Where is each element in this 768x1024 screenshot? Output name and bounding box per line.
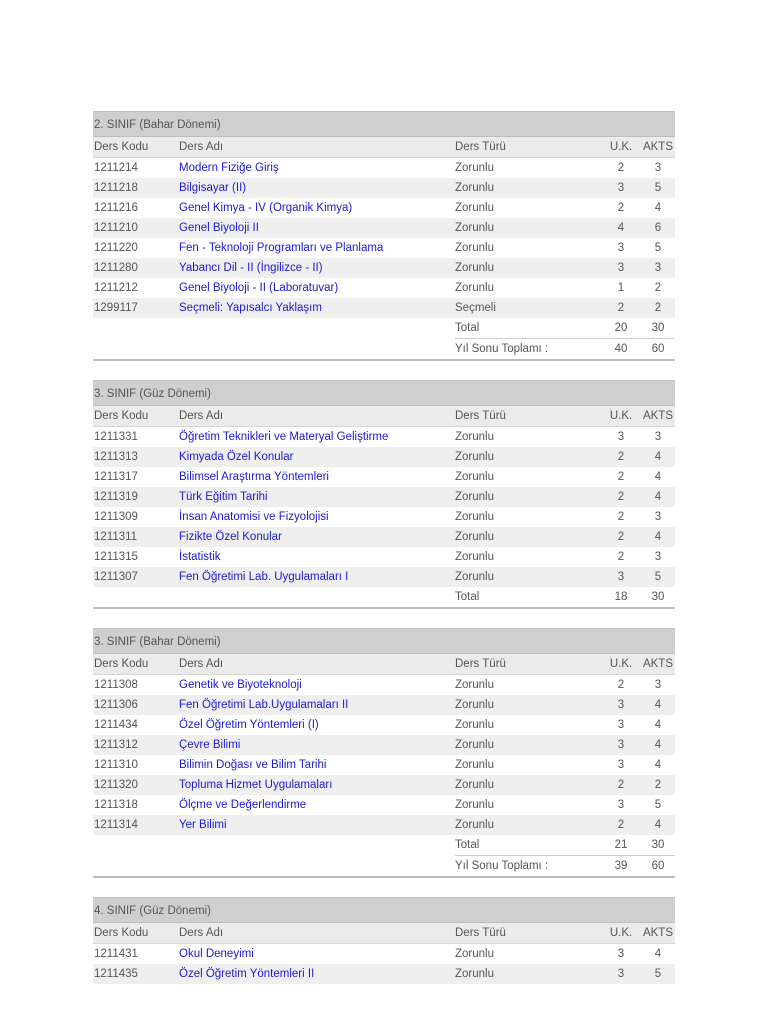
header-code: Ders Kodu [93, 137, 179, 158]
course-uk: 2 [601, 675, 641, 696]
course-uk: 3 [601, 695, 641, 715]
course-uk: 3 [601, 795, 641, 815]
course-type: Zorunlu [455, 755, 601, 775]
semester-section [93, 628, 675, 878]
table-row [93, 567, 675, 587]
table-row [93, 258, 675, 278]
course-link[interactable]: Özel Öğretim Yöntemleri (I) [179, 719, 319, 731]
course-type: Zorunlu [455, 158, 601, 179]
total-label: Total [455, 835, 601, 856]
course-uk: 2 [601, 815, 641, 835]
year-total-label: Yıl Sonu Toplamı : [455, 856, 601, 878]
course-type: Zorunlu [455, 427, 601, 448]
course-uk: 2 [601, 158, 641, 179]
course-akts: 2 [641, 298, 675, 318]
year-total-akts: 60 [641, 339, 675, 361]
total-uk: 21 [601, 835, 641, 856]
course-uk: 3 [601, 567, 641, 587]
course-akts: 5 [641, 238, 675, 258]
total-uk: 20 [601, 318, 641, 339]
course-akts: 5 [641, 795, 675, 815]
header-uk: U.K. [601, 923, 641, 944]
course-code: 1211310 [93, 755, 179, 775]
table-row [93, 427, 675, 448]
course-type: Zorunlu [455, 238, 601, 258]
table-row [93, 795, 675, 815]
course-akts: 4 [641, 815, 675, 835]
course-uk: 3 [601, 178, 641, 198]
total-akts: 30 [641, 835, 675, 856]
course-code: 1211312 [93, 735, 179, 755]
table-row [93, 467, 675, 487]
course-uk: 3 [601, 427, 641, 448]
course-akts: 3 [641, 507, 675, 527]
course-type: Zorunlu [455, 795, 601, 815]
course-type: Zorunlu [455, 735, 601, 755]
table-row [93, 527, 675, 547]
table-header-row [93, 137, 675, 158]
table-row [93, 507, 675, 527]
course-type: Zorunlu [455, 695, 601, 715]
course-uk: 3 [601, 755, 641, 775]
course-code: 1211220 [93, 238, 179, 258]
total-row [93, 587, 675, 608]
course-link[interactable]: Yer Bilimi [179, 819, 227, 831]
course-type: Zorunlu [455, 944, 601, 965]
course-code: 1211307 [93, 567, 179, 587]
header-akts: AKTS [641, 654, 675, 675]
semester-section [93, 380, 675, 609]
header-uk: U.K. [601, 406, 641, 427]
course-akts: 4 [641, 198, 675, 218]
course-akts: 2 [641, 775, 675, 795]
course-akts: 4 [641, 447, 675, 467]
header-akts: AKTS [641, 137, 675, 158]
course-akts: 4 [641, 755, 675, 775]
table-row [93, 755, 675, 775]
course-code: 1211308 [93, 675, 179, 696]
course-code: 1211280 [93, 258, 179, 278]
course-link[interactable]: Ölçme ve Değerlendirme [179, 799, 307, 811]
course-code: 1211318 [93, 795, 179, 815]
course-akts: 4 [641, 944, 675, 965]
course-type: Zorunlu [455, 507, 601, 527]
course-code: 1211431 [93, 944, 179, 965]
header-uk: U.K. [601, 137, 641, 158]
total-akts: 30 [641, 318, 675, 339]
year-total-row [93, 856, 675, 878]
course-link[interactable]: Çevre Bilimi [179, 739, 241, 751]
header-type: Ders Türü [455, 654, 601, 675]
course-code: 1211210 [93, 218, 179, 238]
course-link[interactable]: Fizikte Özel Konular [179, 531, 282, 543]
header-code: Ders Kodu [93, 406, 179, 427]
semester-title: 3. SINIF (Güz Dönemi) [93, 380, 675, 406]
table-header-row [93, 923, 675, 944]
header-akts: AKTS [641, 406, 675, 427]
course-link[interactable]: Genel Kimya - IV (Organik Kimya) [179, 202, 353, 214]
course-code: 1211313 [93, 447, 179, 467]
course-uk: 2 [601, 198, 641, 218]
table-row [93, 447, 675, 467]
course-code: 1299117 [93, 298, 179, 318]
table-row [93, 695, 675, 715]
course-link[interactable]: Yabancı Dil - II (İngilizce - II) [179, 262, 323, 274]
table-row [93, 158, 675, 179]
course-code: 1211314 [93, 815, 179, 835]
course-type: Zorunlu [455, 487, 601, 507]
course-akts: 3 [641, 258, 675, 278]
course-link[interactable]: Özel Öğretim Yöntemleri II [179, 968, 315, 980]
course-uk: 2 [601, 775, 641, 795]
header-type: Ders Türü [455, 406, 601, 427]
course-uk: 3 [601, 258, 641, 278]
table-row [93, 198, 675, 218]
course-link[interactable]: Bilgisayar (II) [179, 182, 247, 194]
course-uk: 2 [601, 447, 641, 467]
course-uk: 1 [601, 278, 641, 298]
course-link[interactable]: Fen - Teknoloji Programları ve Planlama [179, 242, 384, 254]
course-code: 1211435 [93, 964, 179, 984]
course-type: Zorunlu [455, 218, 601, 238]
course-link[interactable]: Topluma Hizmet Uygulamaları [179, 779, 333, 791]
year-total-uk: 39 [601, 856, 641, 878]
year-total-label: Yıl Sonu Toplamı : [455, 339, 601, 361]
table-row [93, 278, 675, 298]
semester-title: 3. SINIF (Bahar Dönemi) [93, 628, 675, 654]
course-code: 1211315 [93, 547, 179, 567]
course-akts: 5 [641, 178, 675, 198]
course-link[interactable]: Türk Eğitim Tarihi [179, 491, 268, 503]
course-code: 1211331 [93, 427, 179, 448]
course-link[interactable]: Fen Öğretimi Lab.Uygulamaları II [179, 699, 349, 711]
course-type: Seçmeli [455, 298, 601, 318]
course-uk: 3 [601, 715, 641, 735]
course-uk: 4 [601, 218, 641, 238]
course-link[interactable]: Kimyada Özel Konular [179, 451, 294, 463]
course-akts: 4 [641, 695, 675, 715]
course-table [93, 654, 675, 878]
course-type: Zorunlu [455, 567, 601, 587]
course-link[interactable]: Bilimin Doğası ve Bilim Tarihi [179, 759, 327, 771]
header-type: Ders Türü [455, 137, 601, 158]
table-row [93, 487, 675, 507]
header-type: Ders Türü [455, 923, 601, 944]
total-uk: 18 [601, 587, 641, 608]
course-link[interactable]: Genetik ve Biyoteknoloji [179, 679, 302, 691]
table-row [93, 944, 675, 965]
table-row [93, 735, 675, 755]
table-row [93, 964, 675, 984]
course-akts: 4 [641, 715, 675, 735]
semester-title: 4. SINIF (Güz Dönemi) [93, 897, 675, 923]
header-uk: U.K. [601, 654, 641, 675]
course-uk: 2 [601, 507, 641, 527]
total-akts: 30 [641, 587, 675, 608]
header-name: Ders Adı [179, 137, 455, 158]
course-akts: 3 [641, 547, 675, 567]
course-type: Zorunlu [455, 675, 601, 696]
table-row [93, 178, 675, 198]
table-row [93, 715, 675, 735]
course-uk: 2 [601, 487, 641, 507]
course-uk: 3 [601, 944, 641, 965]
course-code: 1211317 [93, 467, 179, 487]
table-header-row [93, 406, 675, 427]
course-link[interactable]: Fen Öğretimi Lab. Uygulamaları I [179, 571, 349, 583]
course-link[interactable]: Öğretim Teknikleri ve Materyal Geliştirme [179, 431, 389, 443]
semester-title: 2. SINIF (Bahar Dönemi) [93, 111, 675, 137]
semester-section [93, 111, 675, 361]
course-akts: 6 [641, 218, 675, 238]
course-code: 1211309 [93, 507, 179, 527]
total-row [93, 318, 675, 339]
year-total-uk: 40 [601, 339, 641, 361]
course-code: 1211320 [93, 775, 179, 795]
course-link[interactable]: Okul Deneyimi [179, 948, 254, 960]
course-code: 1211218 [93, 178, 179, 198]
header-code: Ders Kodu [93, 654, 179, 675]
table-header-row [93, 654, 675, 675]
course-akts: 4 [641, 467, 675, 487]
table-row [93, 815, 675, 835]
course-table [93, 406, 675, 609]
course-type: Zorunlu [455, 198, 601, 218]
semester-section [93, 897, 675, 984]
course-type: Zorunlu [455, 815, 601, 835]
year-total-akts: 60 [641, 856, 675, 878]
course-uk: 3 [601, 238, 641, 258]
total-row [93, 835, 675, 856]
table-row [93, 547, 675, 567]
course-link[interactable]: İnsan Anatomisi ve Fizyolojisi [179, 511, 329, 523]
course-type: Zorunlu [455, 278, 601, 298]
course-link[interactable]: Modern Fiziğe Giriş [179, 162, 279, 174]
total-label: Total [455, 587, 601, 608]
course-akts: 3 [641, 675, 675, 696]
total-label: Total [455, 318, 601, 339]
course-akts: 3 [641, 427, 675, 448]
course-link[interactable]: Genel Biyoloji II [179, 222, 259, 234]
course-code: 1211212 [93, 278, 179, 298]
course-akts: 4 [641, 735, 675, 755]
course-type: Zorunlu [455, 715, 601, 735]
course-link[interactable]: Seçmeli: Yapısalcı Yaklaşım [179, 302, 322, 314]
course-type: Zorunlu [455, 547, 601, 567]
course-code: 1211311 [93, 527, 179, 547]
course-akts: 2 [641, 278, 675, 298]
course-type: Zorunlu [455, 527, 601, 547]
table-row [93, 298, 675, 318]
table-row [93, 238, 675, 258]
course-code: 1211216 [93, 198, 179, 218]
header-name: Ders Adı [179, 406, 455, 427]
course-akts: 3 [641, 158, 675, 179]
curriculum-page [93, 111, 675, 984]
course-link[interactable]: Genel Biyoloji - II (Laboratuvar) [179, 282, 339, 294]
course-link[interactable]: Bilimsel Araştırma Yöntemleri [179, 471, 329, 483]
header-code: Ders Kodu [93, 923, 179, 944]
year-total-row [93, 339, 675, 361]
course-akts: 4 [641, 487, 675, 507]
course-type: Zorunlu [455, 447, 601, 467]
course-akts: 5 [641, 964, 675, 984]
course-uk: 3 [601, 964, 641, 984]
course-code: 1211319 [93, 487, 179, 507]
course-type: Zorunlu [455, 775, 601, 795]
course-code: 1211434 [93, 715, 179, 735]
course-akts: 5 [641, 567, 675, 587]
course-code: 1211306 [93, 695, 179, 715]
table-row [93, 675, 675, 696]
course-uk: 2 [601, 298, 641, 318]
course-akts: 4 [641, 527, 675, 547]
course-uk: 3 [601, 735, 641, 755]
table-row [93, 218, 675, 238]
course-uk: 2 [601, 527, 641, 547]
header-name: Ders Adı [179, 654, 455, 675]
course-type: Zorunlu [455, 467, 601, 487]
course-uk: 2 [601, 547, 641, 567]
course-uk: 2 [601, 467, 641, 487]
course-type: Zorunlu [455, 178, 601, 198]
course-type: Zorunlu [455, 258, 601, 278]
header-akts: AKTS [641, 923, 675, 944]
course-table [93, 923, 675, 984]
table-row [93, 775, 675, 795]
course-type: Zorunlu [455, 964, 601, 984]
course-link[interactable]: İstatistik [179, 551, 221, 563]
header-name: Ders Adı [179, 923, 455, 944]
course-table [93, 137, 675, 361]
course-code: 1211214 [93, 158, 179, 179]
